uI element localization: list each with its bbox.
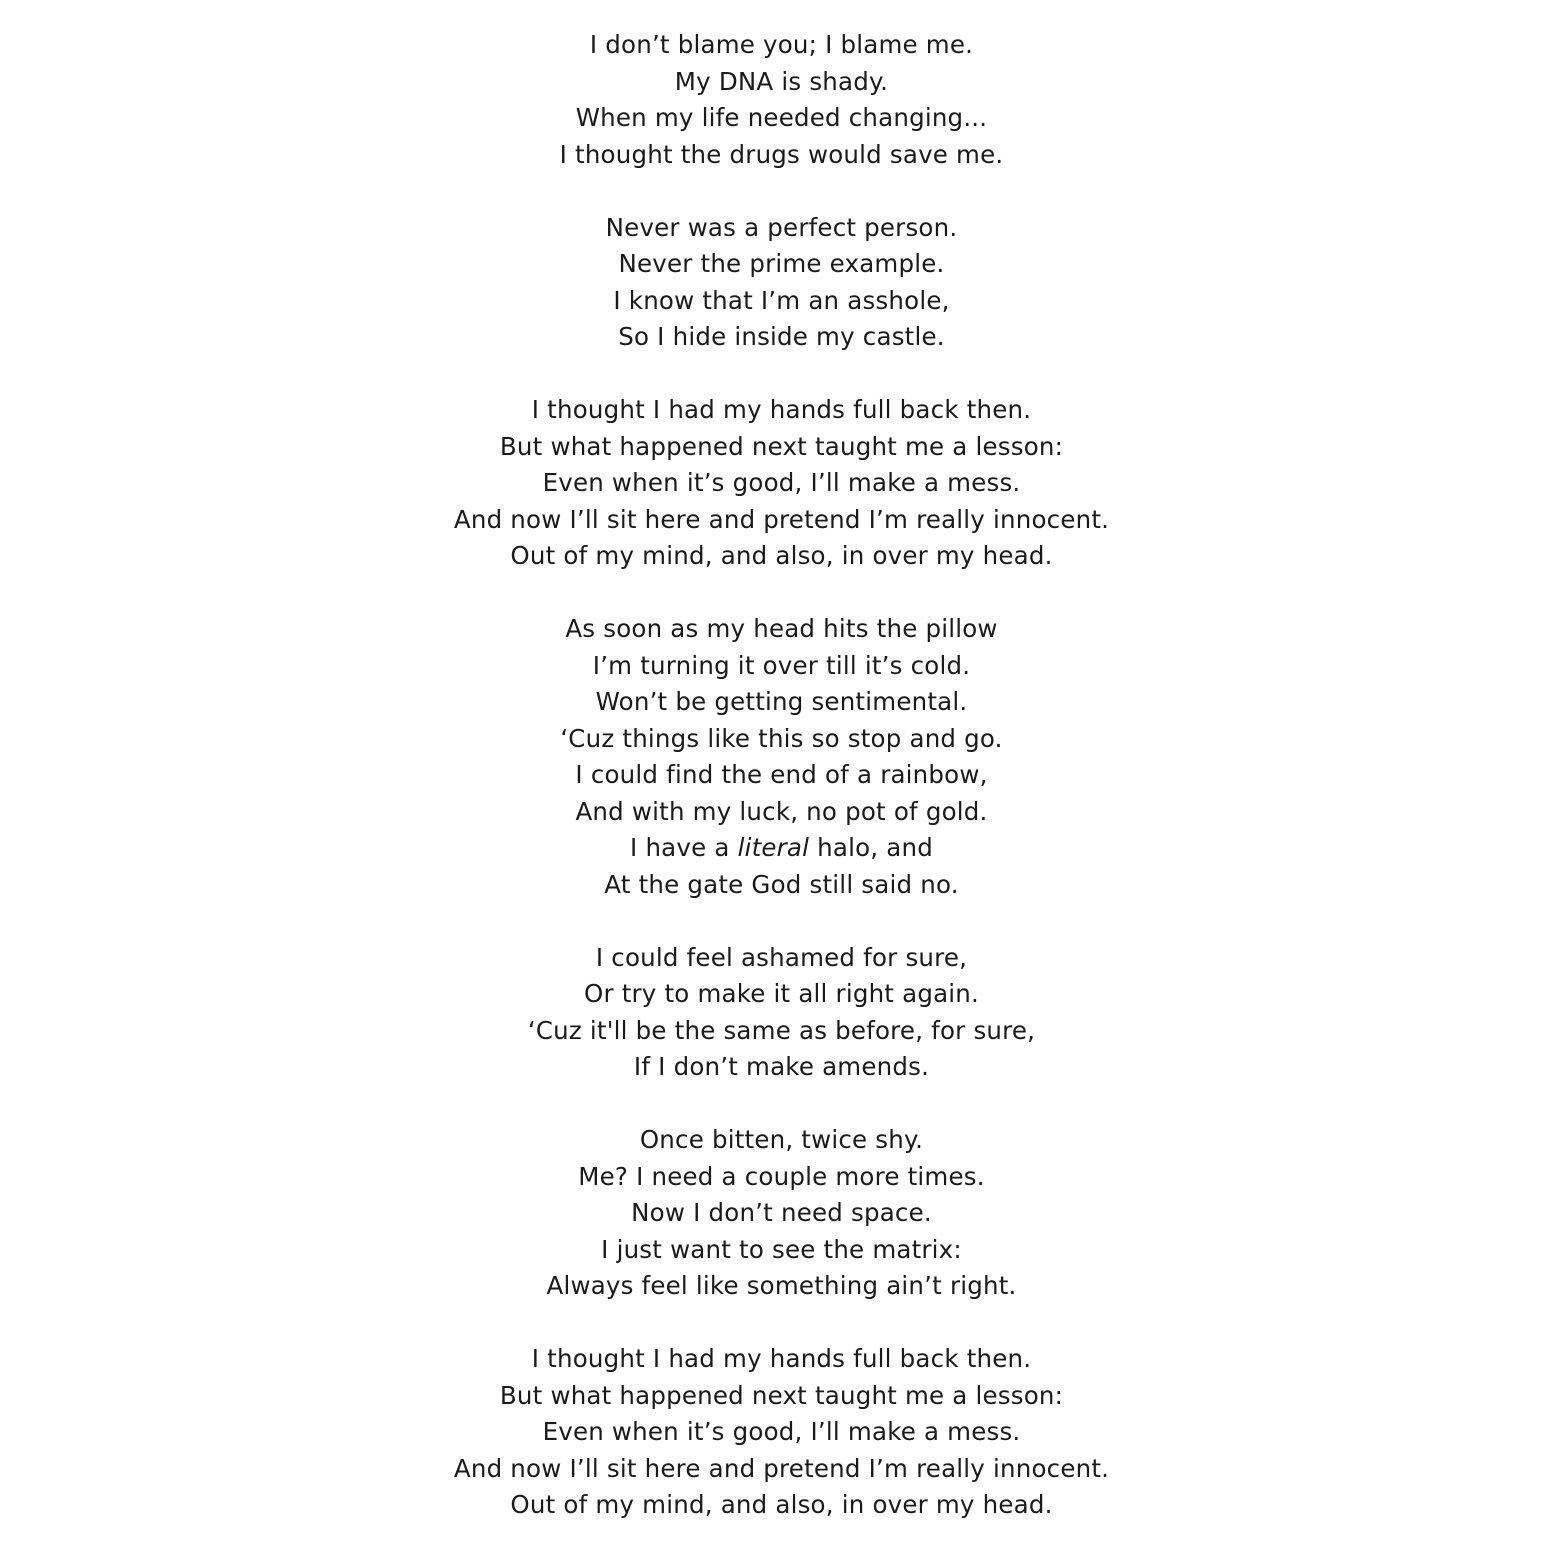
poem-line: ‘Cuz things like this so stop and go. [560, 723, 1003, 753]
poem-line: When my life needed changing... [575, 103, 988, 132]
stanza-4 [0, 611, 1563, 903]
poem-line-emphasis [0, 830, 1563, 867]
poem-line: I thought I had my hands full back then. [531, 395, 1032, 424]
poem-line: Never was a perfect person. [605, 212, 958, 242]
poem-line: If I don’t make amends. [633, 1052, 930, 1081]
line-text-after: halo, and [809, 833, 933, 862]
poem-line: Won’t be getting sentimental. [595, 687, 968, 716]
poem-line: I thought I had my hands full back then. [531, 1344, 1032, 1373]
poem-line: I could feel ashamed for sure, [595, 942, 968, 972]
emphasized-word: literal [737, 833, 810, 862]
poem-line: Or try to make it all right again. [583, 979, 980, 1008]
stanza-5 [0, 940, 1563, 1086]
poem-line: I thought the drugs would save me. [559, 139, 1004, 169]
poem-line: But what happened next taught me a lesson: [499, 431, 1064, 461]
poem-line: I don’t blame you; I blame me. [589, 30, 974, 59]
poem-line: And now I’ll sit here and pretend I’m really innocent. [453, 1453, 1110, 1483]
poem-line: Me? I need a couple more times. [578, 1161, 985, 1191]
poem-line: Even when it’s good, I’ll make a mess. [542, 468, 1021, 497]
poem-line: I’m turning it over till it’s cold. [592, 650, 971, 680]
stanza-7 [0, 1341, 1563, 1524]
poem-line: But what happened next taught me a lesson: [499, 1380, 1064, 1410]
poem-line: And now I’ll sit here and pretend I’m really innocent. [453, 504, 1110, 534]
poem-line: Out of my mind, and also, in over my head. [510, 541, 1053, 570]
poem-line: Once bitten, twice shy. [639, 1125, 924, 1154]
stanza-6 [0, 1122, 1563, 1305]
poem-line: Always feel like something ain’t right. [546, 1271, 1017, 1300]
poem-line: Now I don’t need space. [631, 1198, 932, 1227]
poem-line: I could find the end of a rainbow, [575, 760, 988, 789]
stanza-2 [0, 210, 1563, 356]
stanza-3 [0, 392, 1563, 575]
poem [0, 27, 1563, 1560]
poem-line: I just want to see the matrix: [601, 1234, 962, 1264]
poem-line: My DNA is shady. [674, 66, 889, 96]
poem-line: Never the prime example. [618, 249, 945, 278]
poem-line: Out of my mind, and also, in over my head. [510, 1490, 1053, 1519]
line-text-before: I have a [630, 833, 738, 862]
poem-line: At the gate God still said no. [604, 869, 959, 899]
poem-line: Even when it’s good, I’ll make a mess. [542, 1417, 1021, 1446]
poem-line: And with my luck, no pot of gold. [575, 796, 988, 826]
poem-line: ‘Cuz it'll be the same as before, for sure, [527, 1015, 1036, 1045]
poem-line: As soon as my head hits the pillow [565, 614, 998, 643]
poem-line: So I hide inside my castle. [618, 322, 945, 351]
poem-line: I know that I’m an asshole, [613, 285, 950, 315]
stanza-1 [0, 27, 1563, 173]
